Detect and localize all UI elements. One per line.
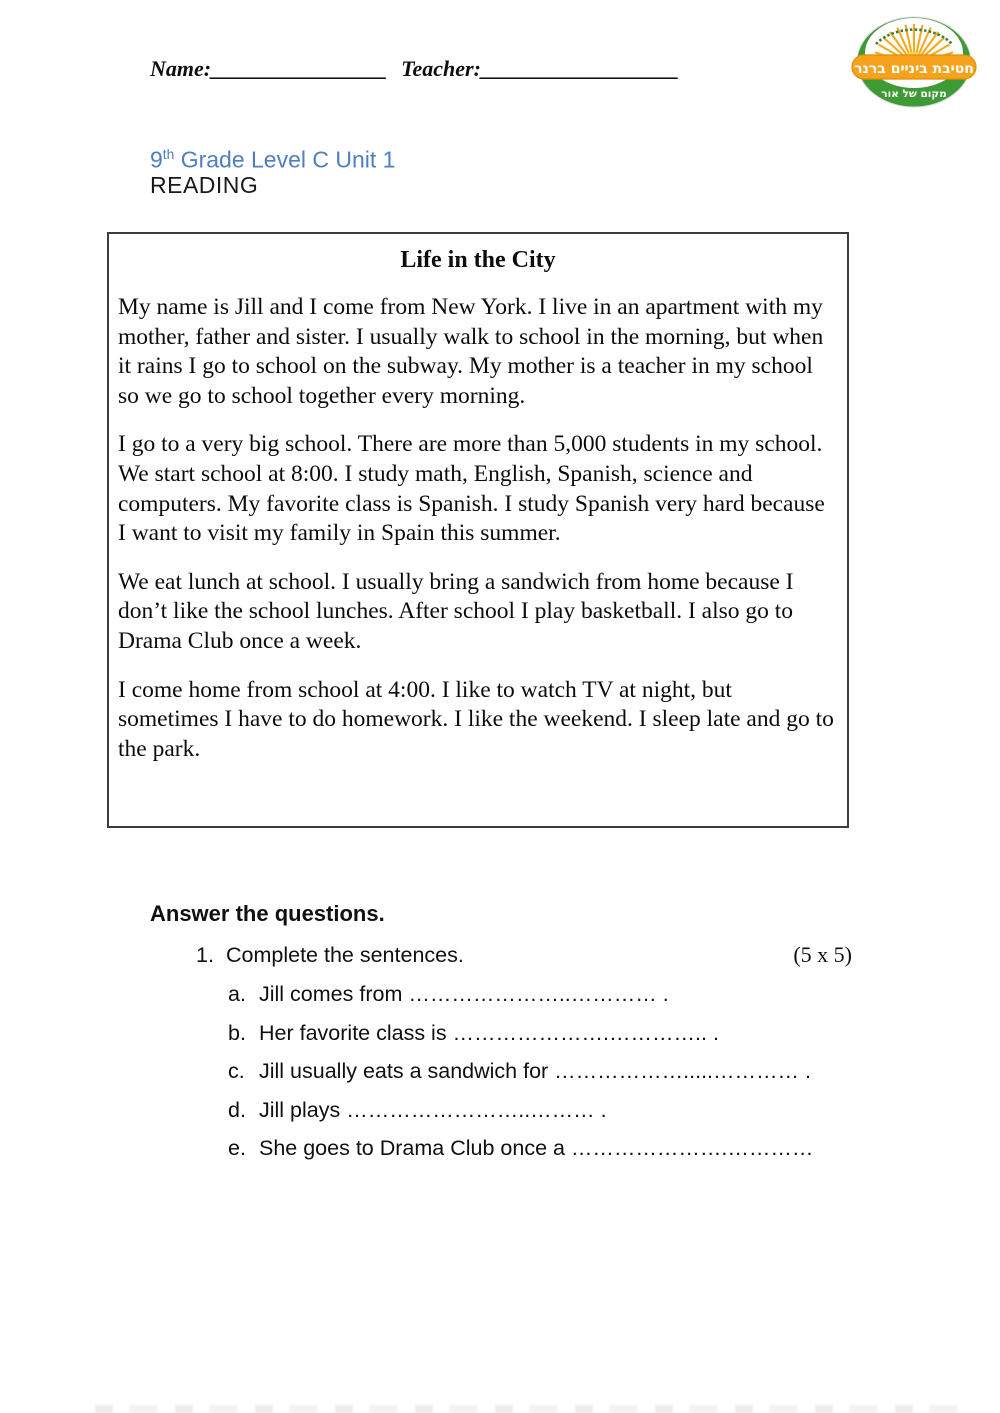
- school-logo-icon: [850, 13, 978, 109]
- question-1-number: 1.: [196, 943, 214, 967]
- grade-number: 9: [150, 146, 163, 173]
- grade-title-rest: Grade Level C Unit 1: [174, 146, 396, 173]
- item-text-with-blank[interactable]: Jill comes from …………………..………… .: [259, 982, 669, 1006]
- passage-paragraph-1: My name is Jill and I come from New York. I live in an apartment with my mother, father and sister. I usually walk to school in the morning, but when it rains I go to school on the subway. My mother is a teacher in my school so we go to school together every morning.: [118, 294, 824, 409]
- name-teacher-row: [150, 56, 679, 82]
- name-blank-line[interactable]: ________________: [211, 56, 388, 81]
- answer-item-e: [228, 1136, 852, 1161]
- item-letter: a.: [228, 982, 246, 1006]
- teacher-label: Teacher:: [401, 56, 481, 81]
- item-text-with-blank[interactable]: Her favorite class is ………………….………….. .: [259, 1020, 719, 1045]
- logo-subtitle-text: מקום של אור: [881, 88, 947, 100]
- answer-item-d: [228, 1098, 852, 1123]
- item-letter: c.: [228, 1059, 245, 1083]
- answer-item-a: [228, 982, 852, 1007]
- passage-paragraph-3: We eat lunch at school. I usually bring a sandwich from home because I don’t like the school lunches. After school I play basketball. I also go to Drama Club once a week.: [118, 568, 794, 654]
- item-text-with-blank[interactable]: Jill usually eats a sandwich for ……………….....………… .: [259, 1059, 811, 1083]
- answer-item-b: [228, 1021, 852, 1046]
- answer-items-list: [228, 982, 852, 1161]
- item-letter: e.: [228, 1136, 246, 1160]
- passage-paragraph-4: I come home from school at 4:00. I like to watch TV at night, but sometimes I have to do homework. I like the weekend. I sleep late and go to the park.: [118, 676, 834, 762]
- logo-banner-text: חטיבת ביניים ברנר: [854, 61, 974, 77]
- passage-paragraph-2: I go to a very big school. There are more than 5,000 students in my school. We start school at 8:00. I study math, English, Spanish, science and computers. My favorite class is Spanish. I study Spanish very hard because I want to visit my family in Spain this summer.: [118, 431, 825, 547]
- item-letter: d.: [228, 1097, 246, 1122]
- answer-item-c: [228, 1059, 852, 1084]
- item-letter: b.: [228, 1020, 246, 1045]
- reading-passage-box: [107, 232, 849, 828]
- school-logo: [850, 13, 978, 109]
- teacher-blank-line[interactable]: __________________: [480, 56, 679, 81]
- grade-ordinal-suffix: th: [162, 147, 175, 162]
- questions-section: [150, 901, 852, 1161]
- section-heading: READING: [150, 172, 259, 198]
- cutoff-next-page-text: [95, 1405, 965, 1413]
- question-1-points: (5 x 5): [793, 942, 852, 967]
- question-1-row: [196, 942, 852, 968]
- name-label: Name:: [150, 56, 212, 81]
- grade-heading: [150, 141, 395, 174]
- item-text-with-blank[interactable]: She goes to Drama Club once a ………………….…………: [259, 1136, 814, 1160]
- passage-title: Life in the City: [400, 247, 556, 273]
- question-1-text: Complete the sentences.: [226, 943, 464, 967]
- questions-instruction: Answer the questions.: [150, 901, 385, 926]
- item-text-with-blank[interactable]: Jill plays ……………………..……… .: [259, 1097, 607, 1122]
